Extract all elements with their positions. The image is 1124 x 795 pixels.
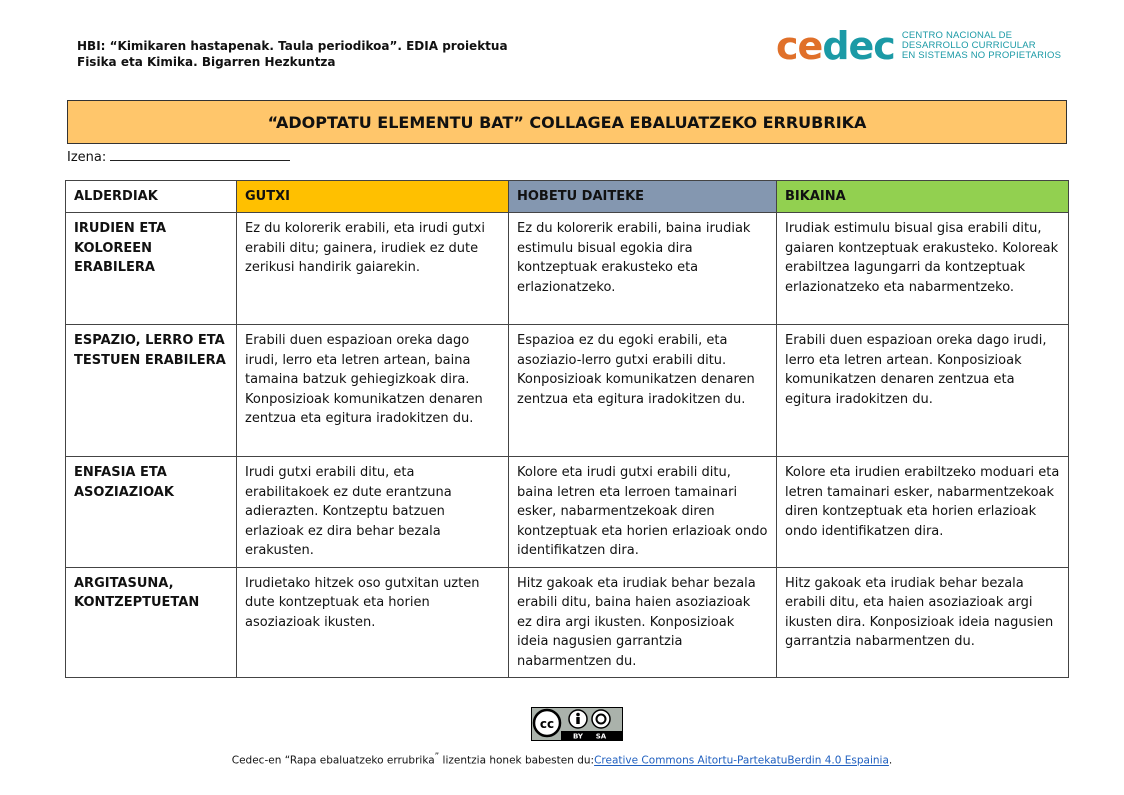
logo-word-part1: ce xyxy=(776,24,823,68)
footer-suffix: . xyxy=(888,754,893,767)
table-header-row xyxy=(66,181,1069,213)
license-link[interactable]: Creative Commons Aitortu-PartekatuBerdin 4.0 Espainia xyxy=(594,754,889,767)
header-aspects: ALDERDIAK xyxy=(66,181,237,213)
criterion-cell: Hitz gakoak eta irudiak behar bezala erabili ditu, baina haien asoziazioak ez dira argi ikusten. Konposizioak ideia nagusien garrantzia nabarmentzen du. xyxy=(509,567,777,678)
criterion-cell: Irudi gutxi erabili ditu, eta erabilitakoek ez dute erantzuna adierazten. Kontzeptu batzuen erlazioak ez dira behar bezala erakusten. xyxy=(237,457,509,568)
rubric-title: “ADOPTATU ELEMENTU BAT” COLLAGEA EBALUATZEKO ERRUBRIKA xyxy=(67,100,1067,144)
footer-middle: lizentzia honek babesten du: xyxy=(439,754,595,767)
footer-prefix: Cedec-en “Rapa ebaluatzeko errubrika xyxy=(231,754,435,767)
svg-text:cc: cc xyxy=(539,717,555,731)
logo-sub-line2: DESARROLLO CURRICULAR xyxy=(901,40,1036,51)
cedec-logo-wordmark xyxy=(776,26,895,66)
aspect-cell: IRUDIEN ETA KOLOREEN ERABILERA xyxy=(66,213,237,325)
header-hobetu-daiteke: HOBETU DAITEKE xyxy=(509,181,777,213)
criterion-cell: Espazioa ez du egoki erabili, eta asoziazio-lerro gutxi erabili ditu. Konposizioak komunikatzen denaren zentzua eta egitura iradokitzen du. xyxy=(509,325,777,457)
table-row xyxy=(66,213,1069,325)
name-label: Izena: xyxy=(67,150,107,165)
logo-sub-line3: EN SISTEMAS NO PROPIETARIOS xyxy=(901,50,1062,61)
footer-quote: ” xyxy=(434,752,440,762)
criterion-cell: Hitz gakoak eta irudiak behar bezala erabili ditu, eta haien asoziazioak argi ikusten dira. Konposizioak ideia nagusien garrantzia nabarmentzen du. xyxy=(777,567,1069,678)
name-field-row xyxy=(67,148,290,165)
criterion-cell: Irudietako hitzek oso gutxitan uzten dute kontzeptuak eta horien asoziazioak ikusten. xyxy=(237,567,509,678)
cc-by-sa-icon xyxy=(531,707,623,741)
cc-sa-label: SA xyxy=(595,732,607,741)
criterion-cell: Irudiak estimulu bisual gisa erabili ditu, gaiaren kontzeptuak erakusteko. Koloreak erabiltzea lagungarri da kontzeptuak erlazionatzeko eta nabarmentzeko. xyxy=(777,213,1069,325)
aspect-cell: ENFASIA ETA ASOZIAZIOAK xyxy=(66,457,237,568)
name-blank-line xyxy=(110,148,290,161)
header-project-line: HBI: “Kimikaren hastapenak. Taula periodikoa”. EDIA proiektua xyxy=(77,39,508,53)
rubric-table xyxy=(65,180,1069,678)
logo-sub-line1: CENTRO NACIONAL DE xyxy=(901,30,1013,41)
header-gutxi: GUTXI xyxy=(237,181,509,213)
table-row xyxy=(66,567,1069,678)
cedec-logo xyxy=(776,26,1061,66)
license-footer xyxy=(0,752,1124,767)
table-row xyxy=(66,325,1069,457)
logo-word-part2: dec xyxy=(822,24,895,68)
table-row xyxy=(66,457,1069,568)
criterion-cell: Erabili duen espazioan oreka dago irudi, lerro eta letren artean, baina tamaina batzuk gehiegizkoak dira. Konposizioak komunikatzen denaren zentzua eta egitura iradokitzen du. xyxy=(237,325,509,457)
criterion-cell: Kolore eta irudi gutxi erabili ditu, baina letren eta lerroen tamainari esker, nabarmentzekoak diren kontzeptuak eta horien erlazioak ondo identifikatzen dira. xyxy=(509,457,777,568)
document-header xyxy=(77,38,508,70)
cedec-logo-subtitle xyxy=(902,31,1061,61)
header-bikaina: BIKAINA xyxy=(777,181,1069,213)
criterion-cell: Kolore eta irudien erabiltzeko moduari eta letren tamainari esker, nabarmentzekoak diren kontzeptuak eta horien erlazioak ondo identifikatzen dira. xyxy=(777,457,1069,568)
aspect-cell: ARGITASUNA, KONTZEPTUETAN xyxy=(66,567,237,678)
criterion-cell: Ez du kolorerik erabili, baina irudiak estimulu bisual egokia dira kontzeptuak erakusteko eta erlazionatzeko. xyxy=(509,213,777,325)
criterion-cell: Erabili duen espazioan oreka dago irudi, lerro eta letren artean. Konposizioak komunikatzen denaren zentzua eta egitura iradokitzen du. xyxy=(777,325,1069,457)
cc-by-label: BY xyxy=(572,732,584,741)
criterion-cell: Ez du kolorerik erabili, eta irudi gutxi erabili ditu; gainera, irudiek ez dute zerikusi handirik gaiarekin. xyxy=(237,213,509,325)
aspect-cell: ESPAZIO, LERRO ETA TESTUEN ERABILERA xyxy=(66,325,237,457)
header-subject-line: Fisika eta Kimika. Bigarren Hezkuntza xyxy=(77,55,336,69)
creative-commons-badge[interactable] xyxy=(531,707,623,745)
